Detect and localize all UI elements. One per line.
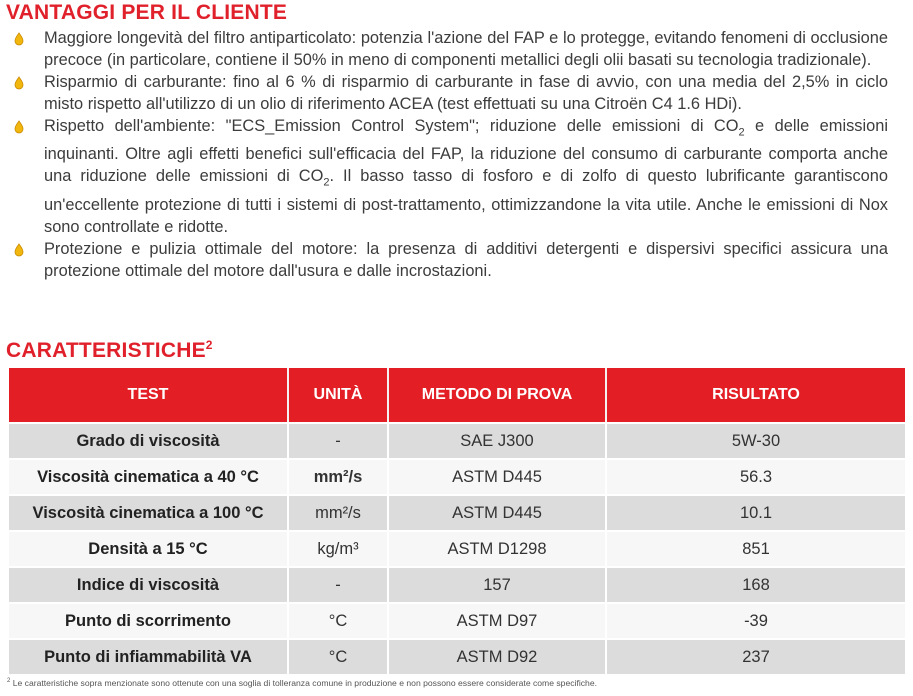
- cell-method: ASTM D445: [389, 458, 607, 494]
- table-row: [9, 422, 905, 458]
- cell-test: Viscosità cinematica a 100 °C: [9, 494, 289, 530]
- cell-test: Viscosità cinematica a 40 °C: [9, 458, 289, 494]
- benefit-item: Rispetto dell'ambiente: "ECS_Emission Control System"; riduzione delle emissioni di $CO_2$ e delle emissioni inquinanti. Oltre agli effetti benefici sull'efficacia del FAP, la riduzione del consumo di carburante comporta anche una riduzione delle emissioni di $CO_2$. Il basso tasso di fosforo e di zolfo di questo lubrificante garantiscono un'eccellente protezione di tutti i sistemi di post-trattamento, ottimizzandone la vita utile. Anche le emissioni di Nox sono controllate e ridotte.: [12, 115, 888, 238]
- cell-result: 237: [607, 638, 905, 674]
- cell-result: 851: [607, 530, 905, 566]
- cell-test: Punto di infiammabilità VA: [9, 638, 289, 674]
- cell-method: SAE J300: [389, 422, 607, 458]
- cell-method: ASTM D445: [389, 494, 607, 530]
- cell-test: Grado di viscosità: [9, 422, 289, 458]
- benefit-item: Maggiore longevità del filtro antiparticolato: potenzia l'azione del FAP e lo protegge, evitando fenomeni di occlusione precoce (in particolare, contiene il 50% in meno di componenti metallici degli olii basati su tecnologia tradizionale).: [12, 27, 888, 71]
- cell-unit: -: [289, 422, 389, 458]
- header-metodo: METODO DI PROVA: [389, 368, 607, 422]
- cell-unit: -: [289, 566, 389, 602]
- cell-result: -39: [607, 602, 905, 638]
- cell-unit: kg/m³: [289, 530, 389, 566]
- cell-unit: mm²/s: [289, 458, 389, 494]
- oil-drop-icon: [12, 243, 26, 257]
- cell-result: 56.3: [607, 458, 905, 494]
- cell-method: ASTM D92: [389, 638, 607, 674]
- section-title-caratteristiche: CARATTERISTICHE$^2$: [6, 338, 213, 362]
- cell-unit: °C: [289, 638, 389, 674]
- header-risultato: RISULTATO: [607, 368, 905, 422]
- cell-result: 5W-30: [607, 422, 905, 458]
- cell-result: 10.1: [607, 494, 905, 530]
- oil-drop-icon: [12, 120, 26, 134]
- footnote: $^2$ Le caratteristiche sopra menzionate sono ottenute con una soglia di tolleranza comune in produzione e non possono essere considerate come specifiche.: [7, 678, 597, 688]
- section-title-vantaggi: VANTAGGI PER IL CLIENTE: [6, 1, 288, 24]
- cell-test: Densità a 15 °C: [9, 530, 289, 566]
- table-row: [9, 602, 905, 638]
- header-test: TEST: [9, 368, 289, 422]
- table-row: [9, 566, 905, 602]
- cell-test: Indice di viscosità: [9, 566, 289, 602]
- benefits-list: [12, 27, 888, 282]
- benefit-item: Protezione e pulizia ottimale del motore: la presenza di additivi detergenti e dispersivi specifici assicura una protezione ottimale del motore dall'usura e dalle incrostazioni.: [12, 238, 888, 282]
- cell-method: 157: [389, 566, 607, 602]
- cell-method: ASTM D97: [389, 602, 607, 638]
- cell-test: Punto di scorrimento: [9, 602, 289, 638]
- cell-result: 168: [607, 566, 905, 602]
- table-row: [9, 530, 905, 566]
- benefit-item: Risparmio di carburante: fino al 6 % di risparmio di carburante in fase di avvio, con una media del 2,5% in ciclo misto rispetto all'utilizzo di un olio di riferimento ACEA (test effettuati su una Citroën C4 1.6 HDi).: [12, 71, 888, 115]
- table-header-row: [9, 368, 905, 422]
- table-row: [9, 458, 905, 494]
- characteristics-table: [9, 368, 905, 674]
- header-unita: UNITÀ: [289, 368, 389, 422]
- oil-drop-icon: [12, 76, 26, 90]
- cell-unit: mm²/s: [289, 494, 389, 530]
- table-row: [9, 494, 905, 530]
- oil-drop-icon: [12, 32, 26, 46]
- cell-unit: °C: [289, 602, 389, 638]
- table-row: [9, 638, 905, 674]
- cell-method: ASTM D1298: [389, 530, 607, 566]
